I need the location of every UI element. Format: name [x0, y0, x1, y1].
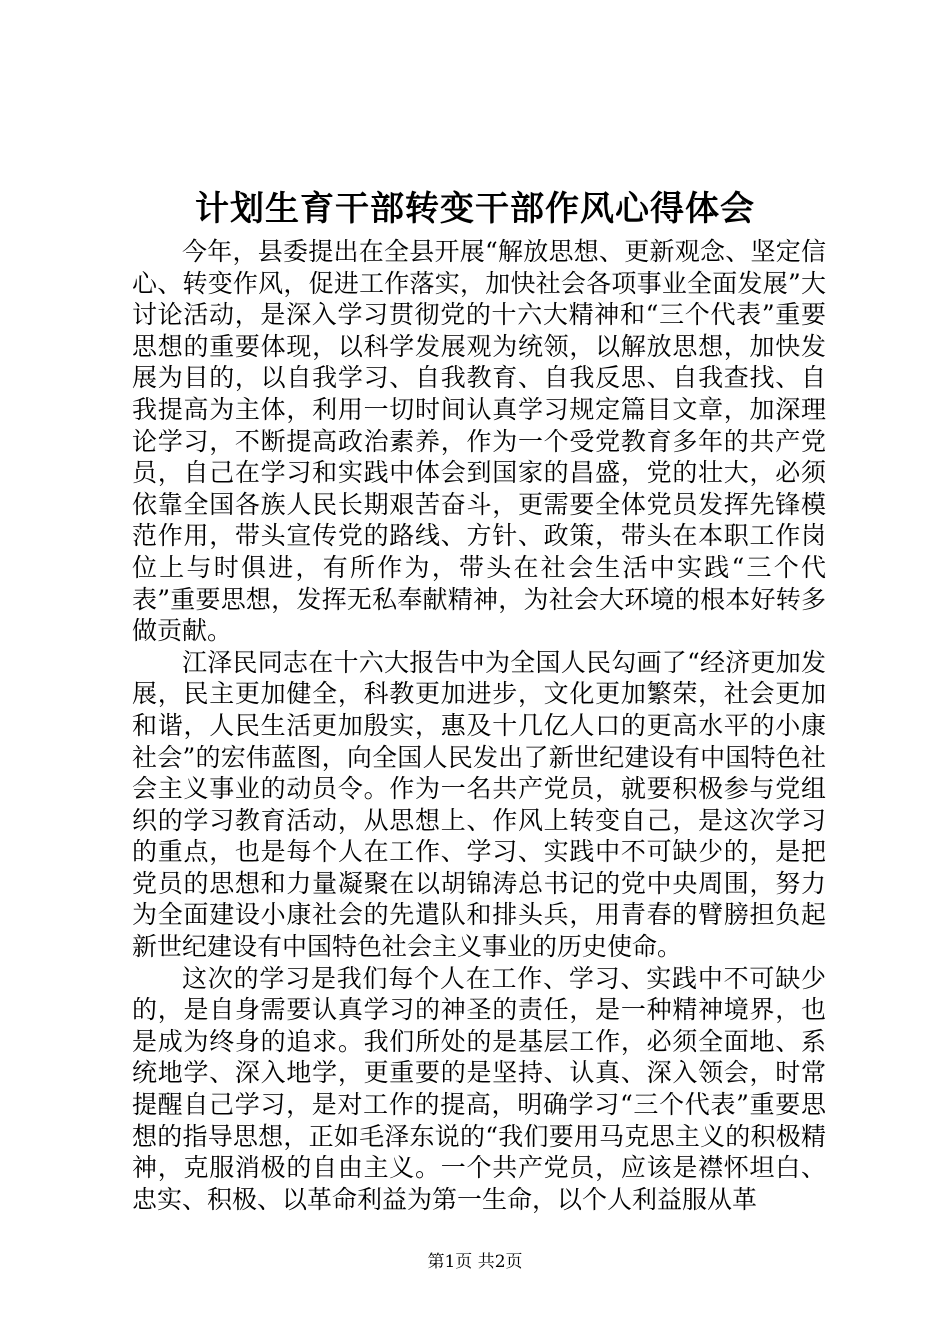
page-number-footer: 第1页 共2页 [427, 1252, 523, 1272]
document-body [132, 236, 826, 1215]
paragraph-3: 这次的学习是我们每个人在工作、学习、实践中不可缺少的，是自身需要认真学习的神圣的责任，是一种精神境界，也是成为终身的追求。我们所处的是基层工作，必须全面地、系统地学、深入地学，更重要的是坚持、认真、深入领会，时常提醒自己学习，是对工作的提高，明确学习“三个代表”重要思想的指导思想，正如毛泽东说的“我们要用马克思主义的积极精神，克服消极的自由主义。一个共产党员，应该是襟怀坦白、忠实、积极、以革命利益为第一生命，以个人利益服从革 [132, 963, 826, 1214]
paragraph-2: 江泽民同志在十六大报告中为全国人民勾画了“经济更加发展，民主更加健全，科教更加进步，文化更加繁荣，社会更加和谐，人民生活更加殷实，惠及十几亿人口的更高水平的小康社会”的宏伟蓝图，向全国人民发出了新世纪建设有中国特色社会主义事业的动员令。作为一名共产党员，就要积极参与党组织的学习教育活动，从思想上、作风上转变自己，是这次学习的重点，也是每个人在工作、学习、实践中不可缺少的，是把党员的思想和力量凝聚在以胡锦涛总书记的党中央周围，努力为全面建设小康社会的先遣队和排头兵，用青春的臂膀担负起新世纪建设有中国特色社会主义事业的历史使命。 [132, 647, 826, 962]
document-title: 计划生育干部转变干部作风心得体会 [195, 189, 755, 229]
paragraph-1: 今年，县委提出在全县开展“解放思想、更新观念、坚定信心、转变作风，促进工作落实，加快社会各项事业全面发展”大讨论活动，是深入学习贯彻党的十六大精神和“三个代表”重要思想的重要体现，以科学发展观为统领，以解放思想，加快发展为目的，以自我学习、自我教育、自我反思、自我查找、自我提高为主体，利用一切时间认真学习规定篇目文章，加深理论学习，不断提高政治素养，作为一个受党教育多年的共产党员，自己在学习和实践中体会到国家的昌盛，党的壮大，必须依靠全国各族人民长期艰苦奋斗，更需要全体党员发挥先锋模范作用，带头宣传党的路线、方针、政策，带头在本职工作岗位上与时俱进，有所作为，带头在社会生活中实践“三个代表”重要思想，发挥无私奉献精神，为社会大环境的根本好转多做贡献。 [132, 237, 826, 646]
